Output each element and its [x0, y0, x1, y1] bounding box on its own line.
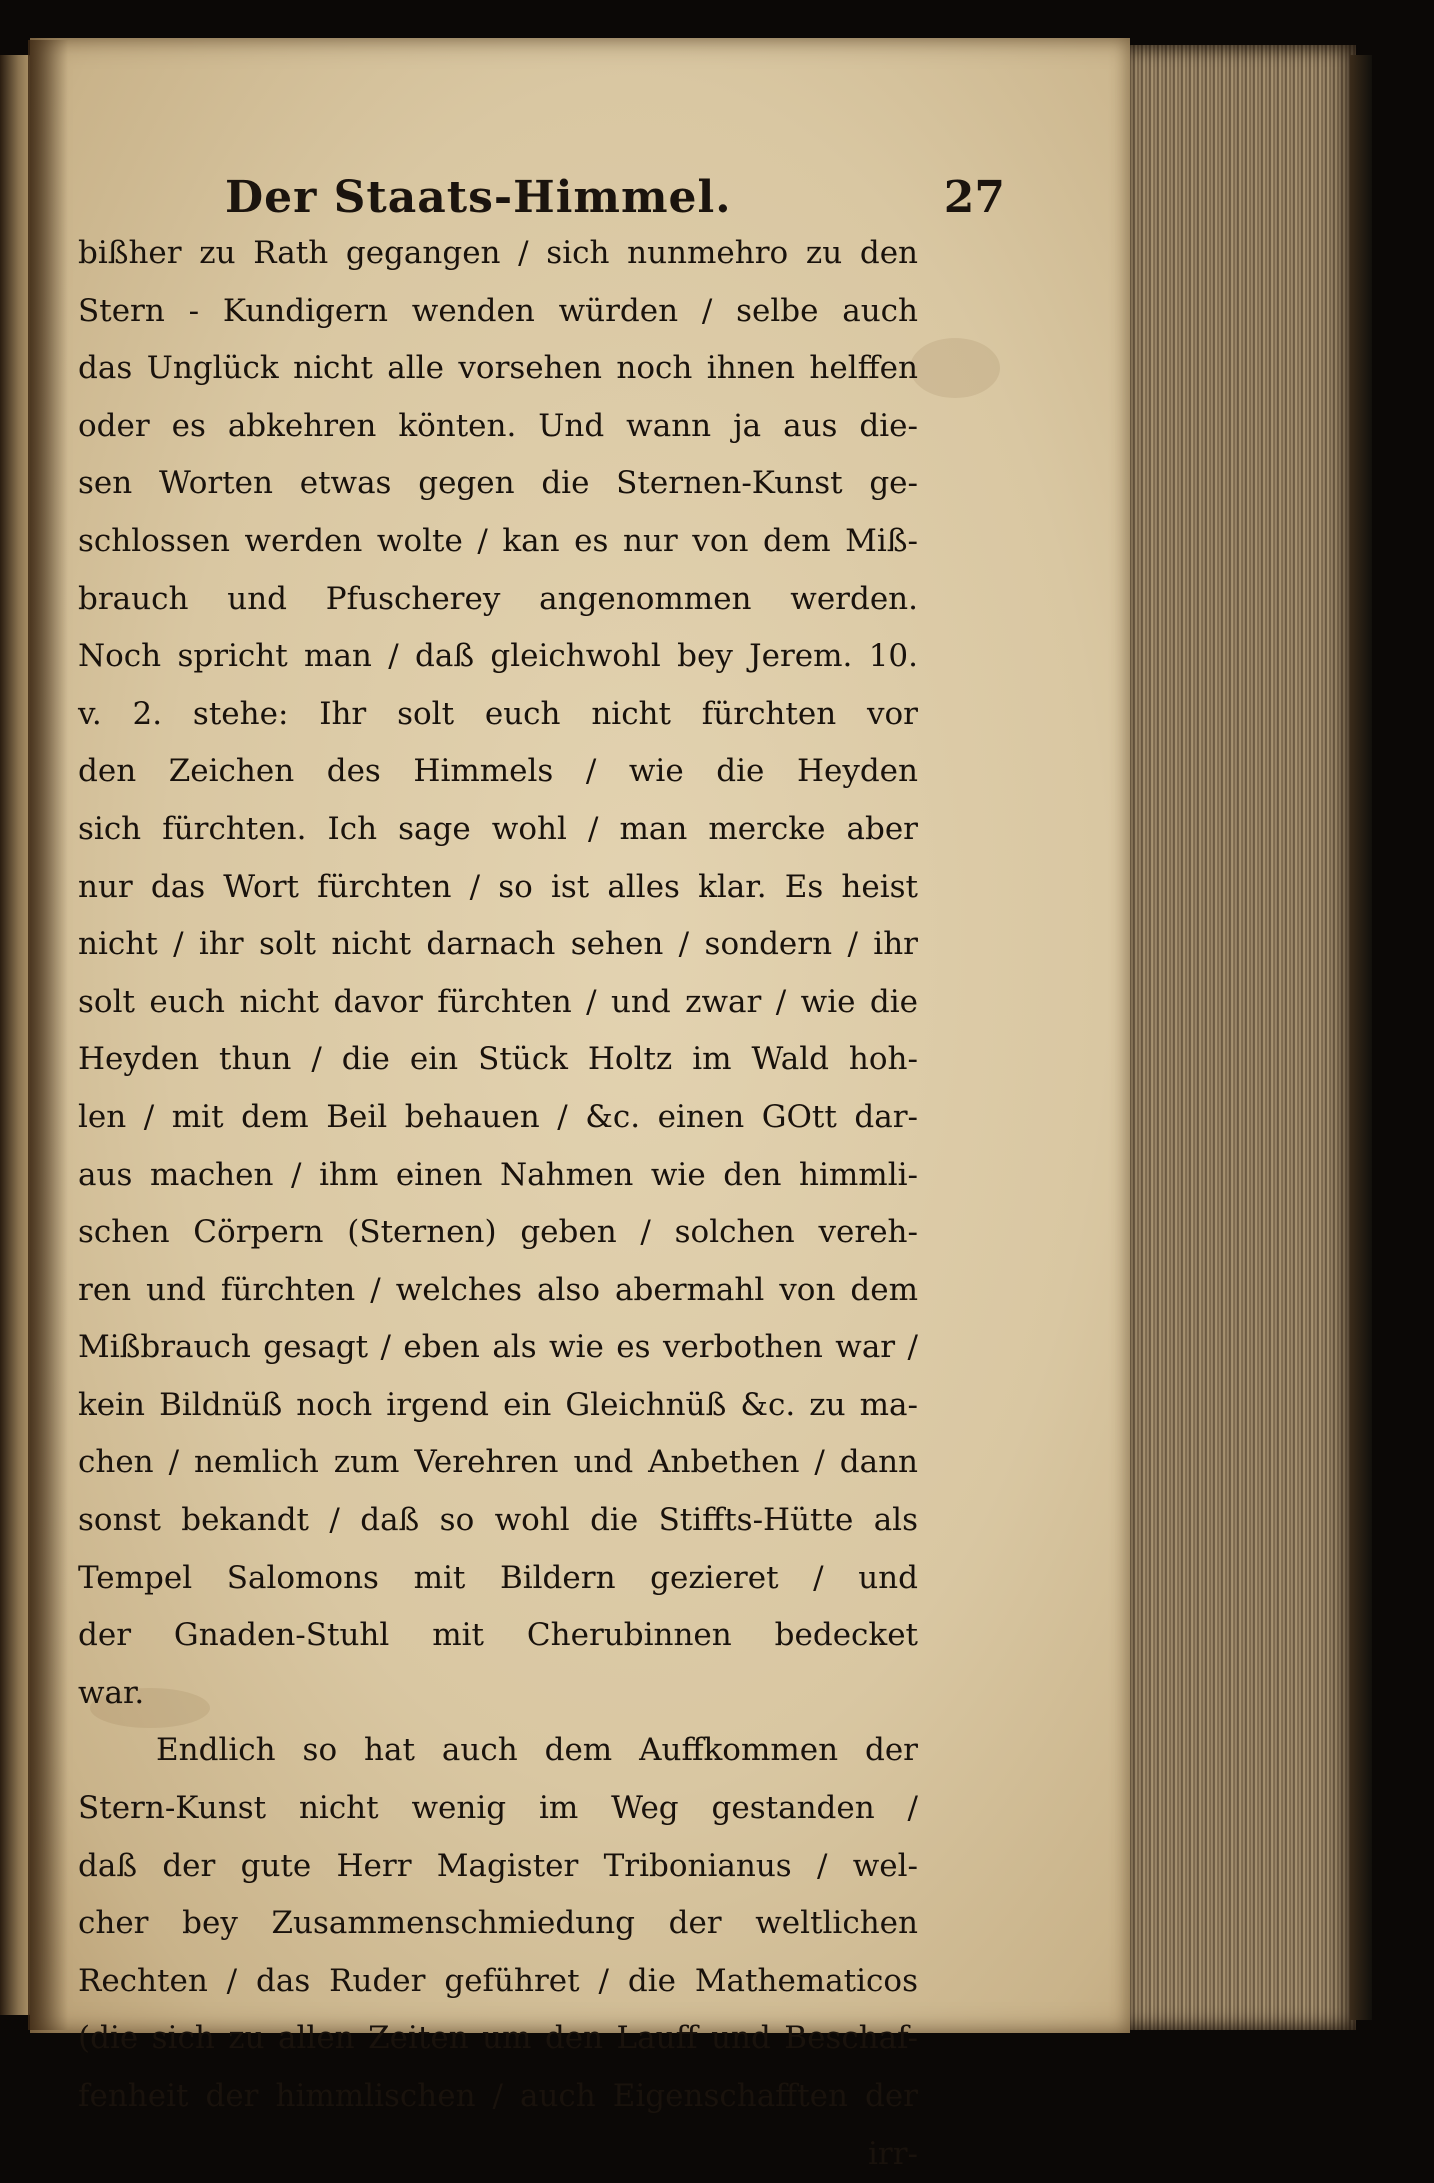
text-line: Tempel Salomons mit Bildern gezieret / und — [78, 1559, 918, 1596]
text-line: den Zeichen des Himmels / wie die Heyden — [78, 753, 918, 790]
text-line: kein Bildnüß noch irgend ein Gleichnüß &c. zu ma- — [78, 1386, 918, 1423]
text-line: nicht / ihr solt nicht darnach sehen / sondern / ihr — [78, 926, 918, 963]
page-header — [225, 172, 1005, 232]
text-line: Stern-Kunst nicht wenig im Weg gestanden / — [78, 1790, 918, 1827]
text-line: Mißbrauch gesagt / eben als wie es verbothen war / — [78, 1329, 918, 1366]
text-line: solt euch nicht davor fürchten / und zwar / wie die — [78, 983, 918, 1020]
text-line: sen Worten etwas gegen die Sternen-Kunst ge- — [78, 465, 918, 502]
text-line: v. 2. stehe: Ihr solt euch nicht fürchten vor — [78, 695, 918, 732]
text-line: bißher zu Rath gegangen / sich nunmehro zu den — [78, 235, 918, 271]
text-line: war. — [78, 1674, 145, 1711]
text-line: daß der gute Herr Magister Tribonianus / wel- — [78, 1847, 918, 1884]
text-line: chen / nemlich zum Verehren und Anbethen / dann — [78, 1444, 918, 1481]
text-line: schen Cörpern (Sternen) geben / solchen vereh- — [78, 1214, 918, 1251]
text-line: Rechten / das Ruder geführet / die Mathematicos — [78, 1962, 918, 1999]
body-text — [78, 225, 918, 2183]
gutter-shadow — [28, 40, 68, 2030]
text-line: sonst bekandt / daß so wohl die Stiffts-Hütte als — [78, 1502, 918, 1539]
text-line: cher bey Zusammenschmiedung der weltlichen — [78, 1905, 918, 1942]
text-line: sich fürchten. Ich sage wohl / man mercke aber — [78, 810, 918, 847]
paragraph-first-line: Endlich so hat auch dem Auffkommen der — [156, 1732, 918, 1769]
text-line: Heyden thun / die ein Stück Holtz im Wald hoh- — [78, 1041, 918, 1078]
text-line: Stern - Kundigern wenden würden / selbe auch — [78, 292, 918, 329]
text-line: aus machen / ihm einen Nahmen wie den himmli- — [78, 1156, 918, 1193]
catchword: irr- — [867, 2135, 918, 2172]
text-line: fenheit der himmlischen / auch Eigenschafften der — [78, 2078, 918, 2114]
text-line: der Gnaden-Stuhl mit Cherubinnen bedecket — [78, 1617, 918, 1654]
page-block-edges — [1118, 45, 1356, 2030]
text-line: oder es abkehren könten. Und wann ja aus die- — [78, 407, 918, 444]
text-line: len / mit dem Beil behauen / &c. einen GOtt dar- — [78, 1098, 918, 1135]
text-line: das Unglück nicht alle vorsehen noch ihnen helffen — [78, 350, 918, 387]
text-line: nur das Wort fürchten / so ist alles klar. Es heist — [78, 868, 918, 905]
text-line: Noch spricht man / daß gleichwohl bey Jerem. 10. — [78, 638, 918, 675]
text-line: brauch und Pfuscherey angenommen werden. — [78, 580, 918, 617]
page-number: 27 — [943, 172, 1005, 223]
paper-stain — [910, 338, 1000, 398]
text-line: (die sich zu allen Zeiten um den Lauff und Beschaf- — [78, 2020, 918, 2057]
text-line: schlossen werden wolte / kan es nur von dem Miß- — [78, 522, 918, 559]
binding-edge — [1350, 55, 1372, 2020]
text-line: ren und fürchten / welches also abermahl von dem — [78, 1271, 918, 1308]
running-head: Der Staats-Himmel. — [225, 172, 732, 223]
